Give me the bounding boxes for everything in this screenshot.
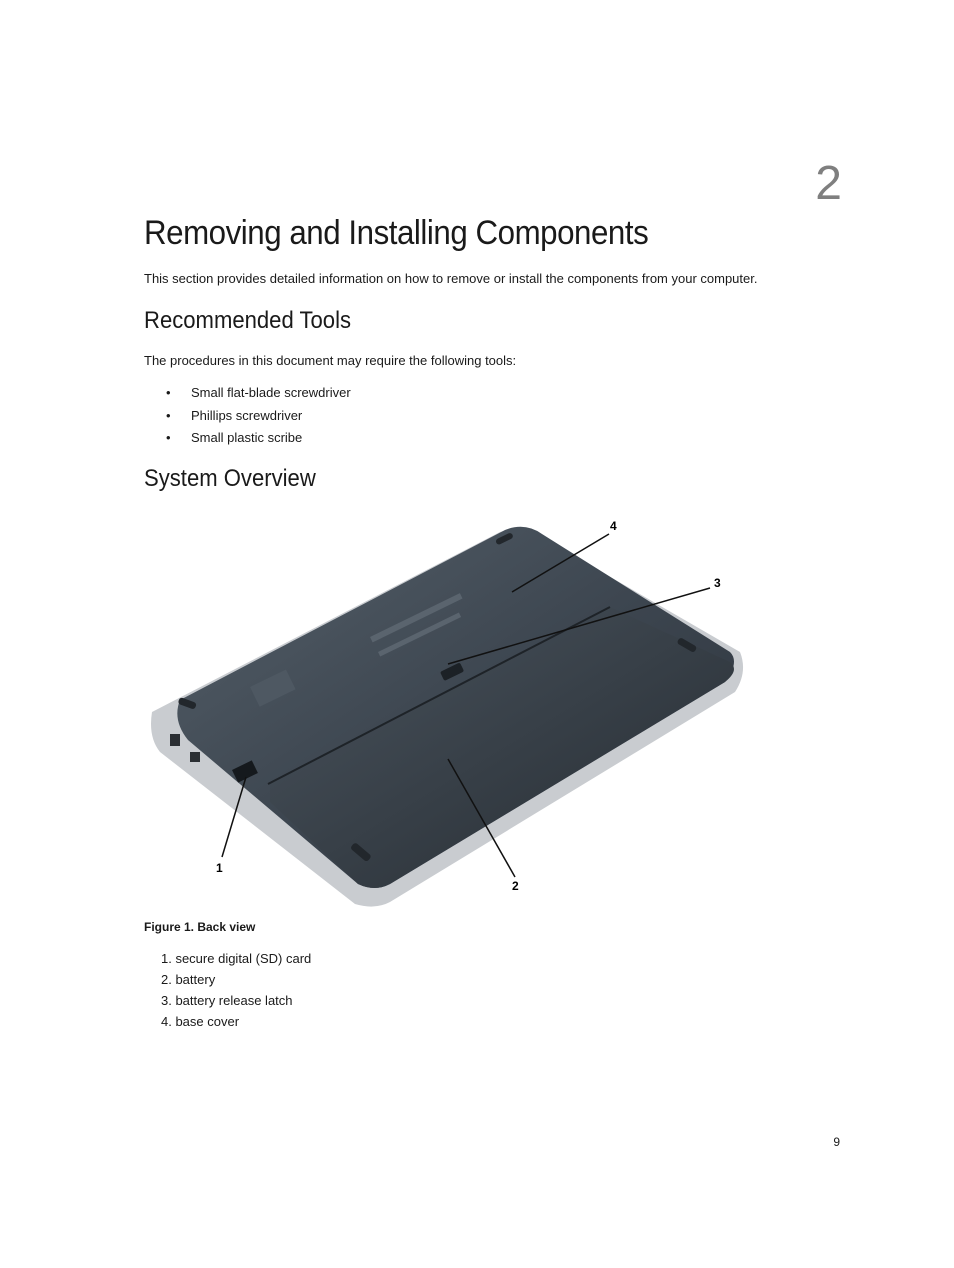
page-title: Removing and Installing Components — [144, 214, 649, 252]
page-number: 9 — [833, 1135, 840, 1149]
bullet-icon: • — [166, 385, 171, 400]
legend-item: 1. secure digital (SD) card — [161, 951, 312, 966]
callout-label-3: 3 — [714, 576, 721, 590]
laptop-back-view-figure — [140, 512, 750, 912]
intro-paragraph: This section provides detailed information on how to remove or install the components from your computer. — [144, 271, 758, 286]
section-heading-recommended-tools: Recommended Tools — [144, 307, 352, 334]
list-item: • Small flat-blade screwdriver — [166, 385, 351, 400]
figure-legend — [161, 951, 311, 1035]
callout-label-1: 1 — [216, 861, 223, 875]
tools-list — [166, 385, 351, 453]
legend-item: 3. battery release latch — [161, 993, 293, 1008]
bullet-icon: • — [166, 430, 171, 445]
chapter-number: 2 — [815, 157, 842, 210]
list-item: • Small plastic scribe — [166, 430, 303, 445]
legend-item: 4. base cover — [161, 1014, 240, 1029]
figure-caption: Figure 1. Back view — [144, 920, 256, 934]
callout-label-4: 4 — [610, 519, 617, 533]
section-heading-system-overview: System Overview — [144, 465, 316, 492]
bullet-icon: • — [166, 407, 171, 423]
tools-paragraph: The procedures in this document may require the following tools: — [144, 353, 517, 368]
legend-item: 2. battery — [161, 972, 216, 987]
list-item: • Phillips screwdriver — [166, 407, 303, 423]
callout-label-2: 2 — [512, 879, 519, 893]
